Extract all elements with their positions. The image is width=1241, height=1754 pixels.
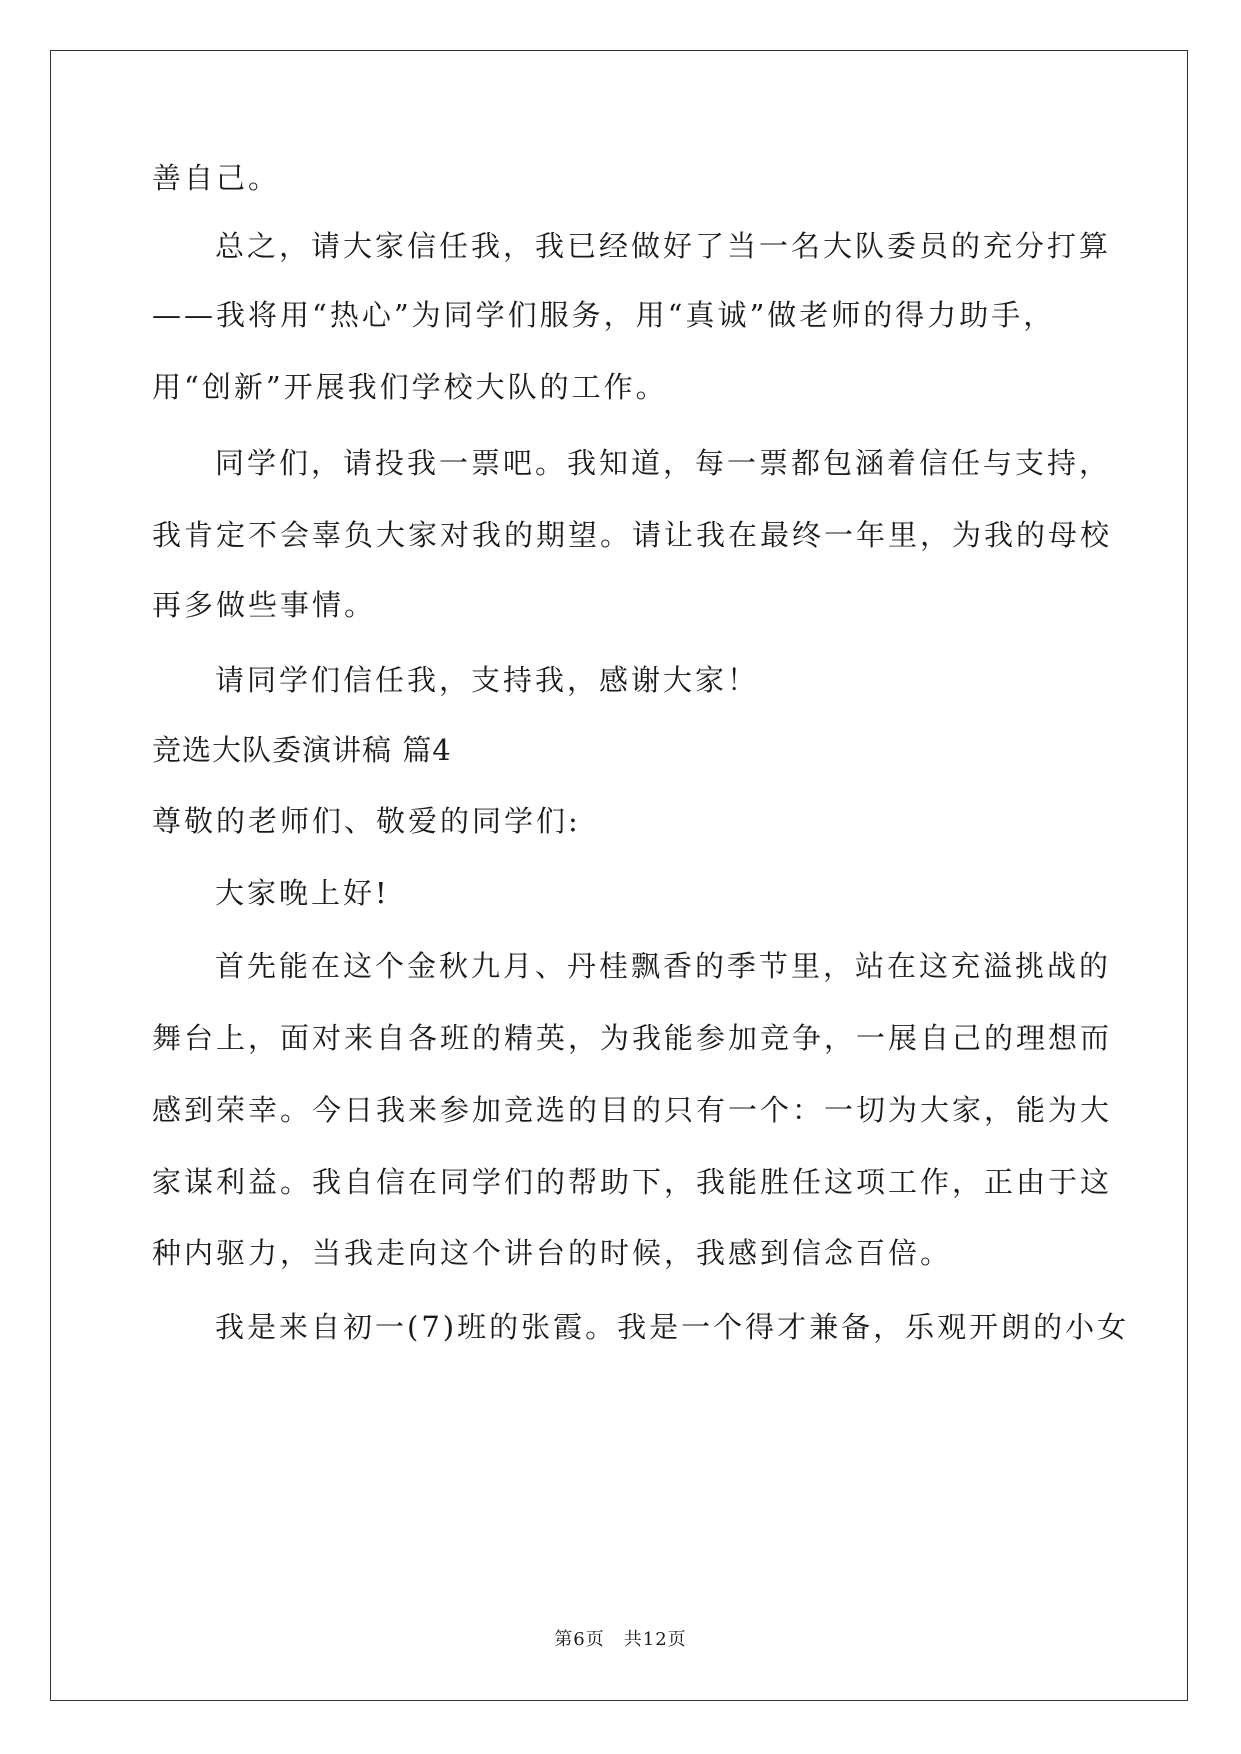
paragraph-line: 再多做些事情。 bbox=[152, 588, 377, 622]
paragraph-line: 同学们，请投我一票吧。我知道，每一票都包涵着信任与支持， bbox=[215, 446, 1112, 480]
section-heading: 竞选大队委演讲稿 篇4 bbox=[152, 733, 452, 767]
paragraph-line: 舞台上，面对来自各班的精英，为我能参加竞争，一展自己的理想而 bbox=[152, 1021, 1113, 1055]
salutation: 尊敬的老师们、敬爱的同学们: bbox=[152, 804, 581, 838]
page-footer: 第6页 共12页 bbox=[554, 1629, 687, 1650]
paragraph-line: 用“创新”开展我们学校大队的工作。 bbox=[152, 370, 668, 404]
paragraph-line: 总之，请大家信任我，我已经做好了当一名大队委员的充分打算 bbox=[215, 229, 1112, 263]
paragraph-line: ——我将用“热心”为同学们服务，用“真诚”做老师的得力助手， bbox=[152, 298, 1056, 332]
paragraph-line: 我肯定不会辜负大家对我的期望。请让我在最终一年里，为我的母校 bbox=[152, 518, 1113, 552]
paragraph-line: 请同学们信任我，支持我，感谢大家！ bbox=[215, 663, 760, 697]
paragraph-line: 家谋利益。我自信在同学们的帮助下，我能胜任这项工作，正由于这 bbox=[152, 1165, 1113, 1199]
paragraph-line: 首先能在这个金秋九月、丹桂飘香的季节里，站在这充溢挑战的 bbox=[215, 949, 1112, 983]
paragraph-line: 善自己。 bbox=[152, 161, 281, 195]
greeting: 大家晚上好! bbox=[215, 876, 390, 910]
paragraph-line: 种内驱力，当我走向这个讲台的时候，我感到信念百倍。 bbox=[152, 1236, 953, 1270]
paragraph-line: 我是来自初一(7)班的张霞。我是一个得才兼备，乐观开朗的小女 bbox=[215, 1310, 1130, 1344]
paragraph-line: 感到荣幸。今日我来参加竞选的目的只有一个：一切为大家，能为大 bbox=[152, 1093, 1113, 1127]
